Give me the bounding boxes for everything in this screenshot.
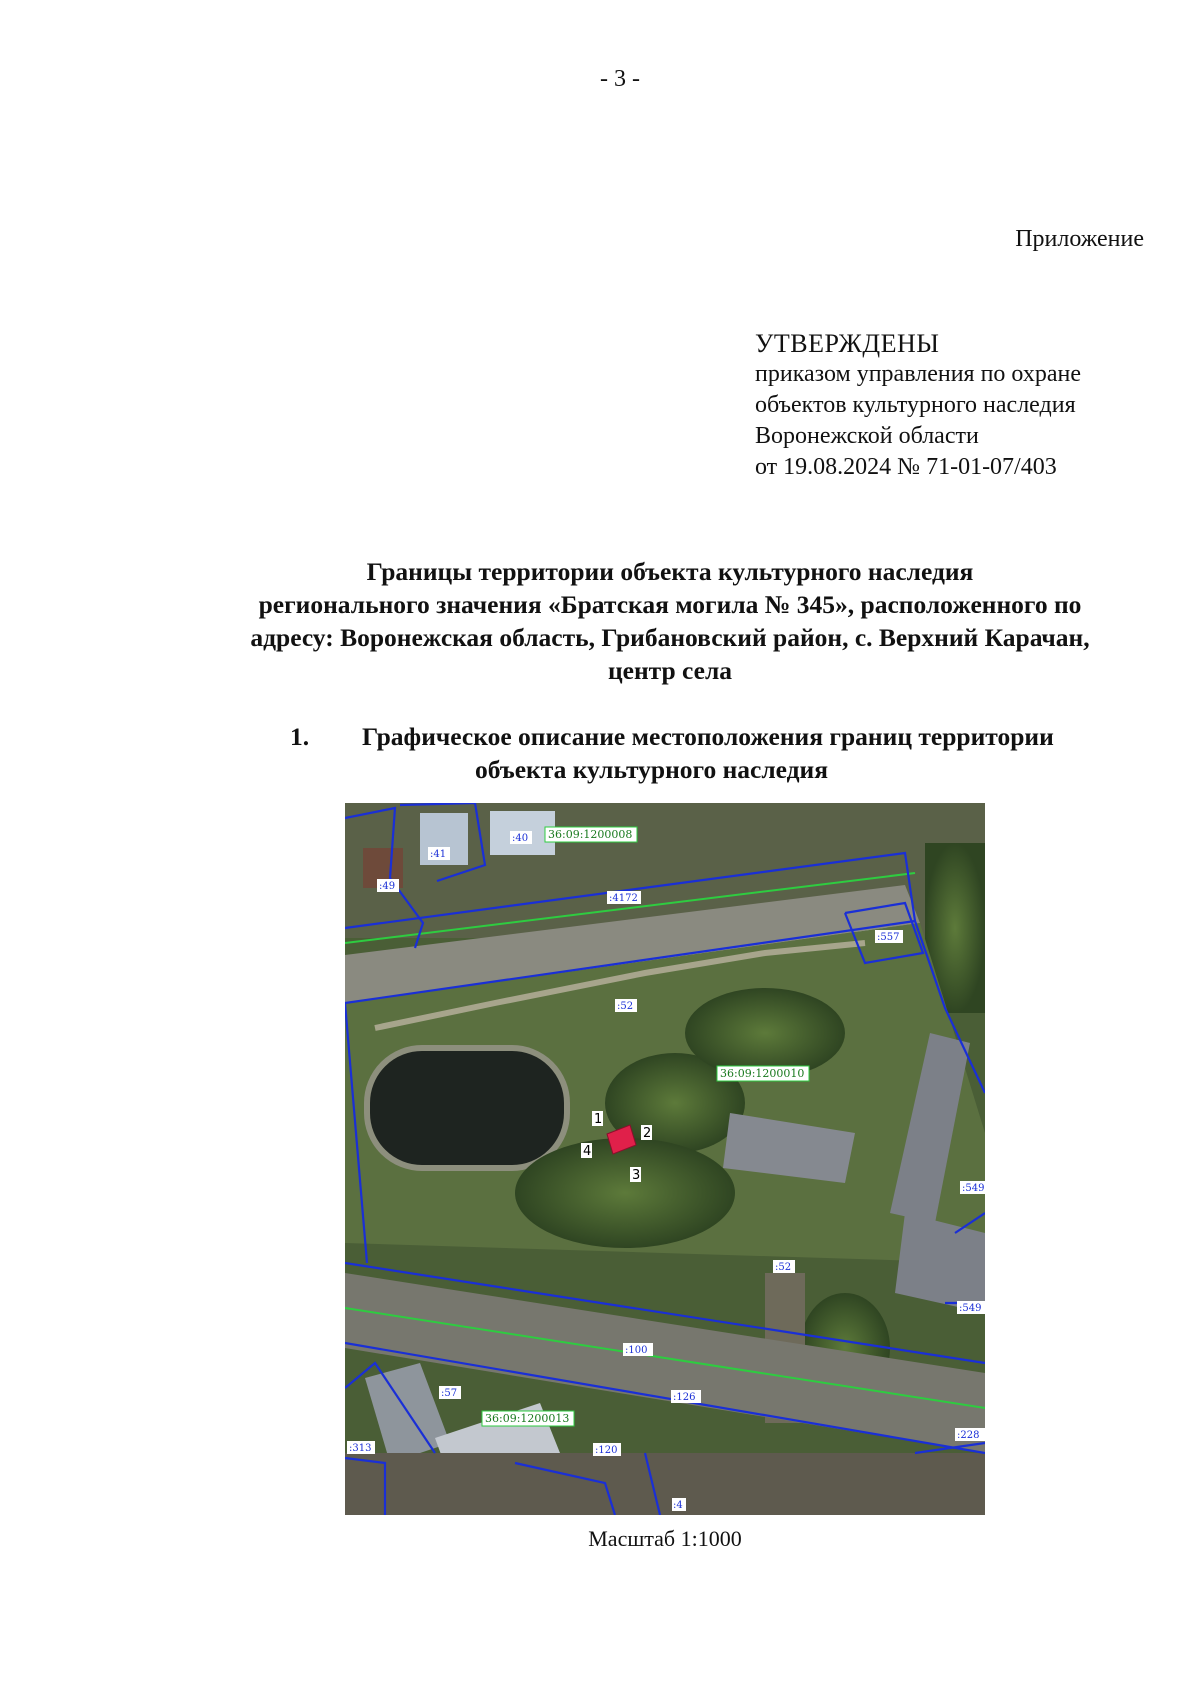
point-label-1: 1 [594, 1112, 603, 1127]
stadium [367, 1048, 567, 1168]
scale-caption: Масштаб 1:1000 [588, 1526, 742, 1551]
approval-block [755, 328, 1081, 483]
tree-cluster [685, 988, 845, 1078]
parcel-label: :52 [775, 1262, 792, 1273]
appendix-label: Приложение [1015, 226, 1144, 252]
parcel-label: :120 [595, 1445, 618, 1456]
section-number: 1. [290, 722, 310, 751]
parcel-label: :228 [957, 1430, 980, 1441]
document-title [190, 555, 1150, 687]
parcel-label: :52 [617, 1001, 634, 1012]
approval-line: Воронежской области [755, 423, 979, 449]
approval-line: объектов культурного наследия [755, 392, 1076, 418]
tree-cluster [515, 1138, 735, 1248]
point-label-2: 2 [643, 1126, 652, 1141]
page-number: - 3 - [600, 66, 640, 92]
approval-line: приказом управления по охране [755, 361, 1081, 387]
quarter-label: 36:09:1200008 [548, 828, 633, 841]
parcel-label: :4 [673, 1500, 683, 1511]
parcel-label: :313 [349, 1443, 372, 1454]
parcel-label: :57 [441, 1388, 458, 1399]
quarter-label: 36:09:1200013 [485, 1412, 570, 1425]
lower-built-area [345, 1453, 985, 1515]
point-label-4: 4 [583, 1144, 592, 1159]
section-title-line: Графическое описание местоположения границ территории [362, 722, 1054, 751]
cadastral-map [345, 803, 985, 1515]
title-line: Границы территории объекта культурного наследия [366, 557, 974, 586]
parcel-label: :549 [962, 1183, 985, 1194]
approval-order-date-number: от 19.08.2024 № 71-01-07/403 [755, 454, 1057, 480]
parcel-label: :41 [430, 849, 447, 860]
title-line: центр села [607, 656, 733, 685]
parcel-label: :557 [877, 932, 900, 943]
title-line: адресу: Воронежская область, Грибановский район, с. Верхний Карачан, [250, 623, 1090, 652]
parcel-label: :126 [673, 1392, 696, 1403]
section-title-line: объекта культурного наследия [475, 755, 829, 784]
parcel-label: :549 [959, 1303, 982, 1314]
parcel-label: :49 [379, 881, 396, 892]
approval-heading: УТВЕРЖДЕНЫ [755, 329, 940, 358]
parcel-label: :4172 [609, 893, 638, 904]
parcel-label: :40 [512, 833, 529, 844]
parcel-label: :100 [625, 1345, 648, 1356]
point-label-3: 3 [632, 1168, 641, 1183]
quarter-label: 36:09:1200010 [720, 1067, 805, 1080]
title-line: регионального значения «Братская могила № 345», расположенного по [258, 590, 1082, 619]
